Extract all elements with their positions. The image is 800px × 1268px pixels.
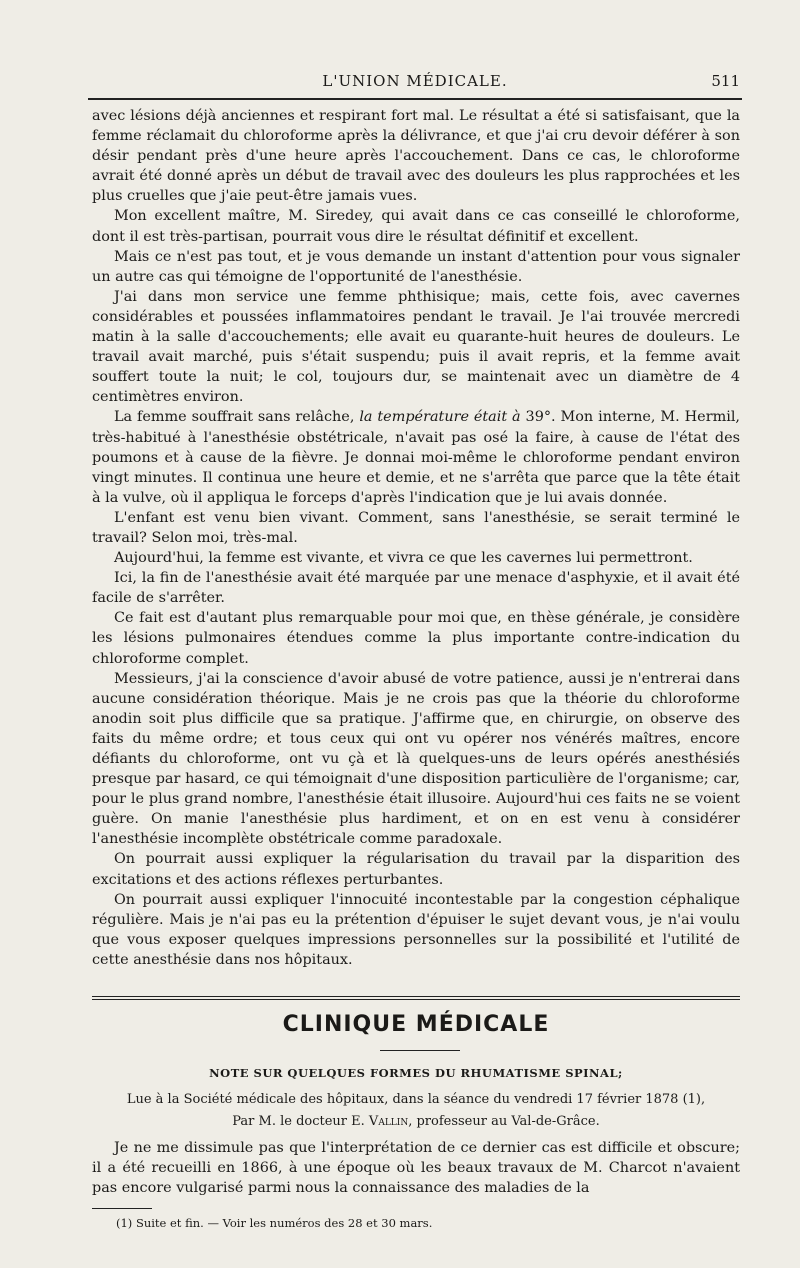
paragraph-3: Mais ce n'est pas tout, et je vous demande un instant d'attention pour vous signaler un autre cas qui témoigne de l'opportunité de l'anesthésie. bbox=[92, 248, 740, 285]
author-suffix: , professeur au Val-de-Grâce. bbox=[408, 1114, 600, 1129]
paragraph-5 bbox=[92, 407, 740, 507]
paragraph-11: On pourrait aussi expliquer la régularisation du travail par la disparition des excitations et des actions réflexes perturbantes. bbox=[92, 851, 740, 888]
running-title: L'UNION MÉDICALE. bbox=[322, 72, 508, 90]
paragraph-7: Aujourd'hui, la femme est vivante, et vivra ce que les cavernes lui permettront. bbox=[114, 550, 693, 567]
new-article-paragraph: Je ne me dissimule pas que l'interprétation de ce dernier cas est difficile et obscure; il a été recueilli en 1866, à une époque où les beaux travaux de M. Charcot n'avaient pas encore vulgarisé parmi nous la connaissance des maladies de la bbox=[92, 1140, 740, 1197]
paragraph-5-italic: la température était à bbox=[359, 409, 521, 426]
paragraph-4: J'ai dans mon service une femme phthisique; mais, cette fois, avec cavernes considérables et poussées inflammatoires pendant le travail. Je l'ai trouvée mercredi matin à la salle d'accouchements; elle avait eu quarante-huit heures de douleurs. Le travail avait marché, puis s'était suspendu; puis il avait repris, et la femme avait souffert toute la nuit; le col, toujours dur, se maintenait avec un diamètre de 4 centimètres environ. bbox=[92, 288, 740, 406]
author-line bbox=[92, 1114, 740, 1129]
author-prefix: Par M. le docteur bbox=[232, 1114, 348, 1129]
paragraph-5-start: La femme souffrait sans relâche, bbox=[114, 409, 355, 426]
paragraph-2: Mon excellent maître, M. Siredey, qui avait dans ce cas conseillé le chloroforme, dont il est très-partisan, pourrait vous dire le résultat définitif et excellent. bbox=[92, 208, 740, 245]
author-name: E. Vallin bbox=[351, 1114, 409, 1129]
paragraph-6: L'enfant est venu bien vivant. Comment, sans l'anesthésie, se serait terminé le travail? Selon moi, très-mal. bbox=[92, 509, 740, 546]
paragraph-5-end: 39°. Mon interne, M. Hermil, très-habitué à l'anesthésie obstétricale, n'avait pas osé la faire, à cause de l'état des poumons et à cause de la fièvre. Je donnai moi-même le chloroforme pendant environ vingt minutes. Il continua une heure et demie, et ne s'arrêta que parce que la tête était à la vulve, où il appliqua le forceps d'après l'indication que je lui avais donnée. bbox=[92, 409, 740, 506]
paragraph-12: On pourrait aussi expliquer l'innocuité incontestable par la congestion céphalique régulière. Mais je n'ai pas eu la prétention d'épuiser le sujet devant vous, je n'ai voulu que vous exposer quelques impressions personnelles sur la possibilité et l'utilité de cette anesthésie dans nos hôpitaux. bbox=[92, 891, 740, 968]
footnote: (1) Suite et fin. — Voir les numéros des 28 et 30 mars. bbox=[116, 1216, 433, 1230]
read-note: Lue à la Société médicale des hôpitaux, dans la séance du vendredi 17 février 1878 (1), bbox=[126, 1092, 706, 1107]
section-heading: CLINIQUE MÉDICALE bbox=[282, 1012, 550, 1037]
running-head bbox=[90, 72, 740, 94]
section-separator bbox=[92, 996, 740, 1000]
paragraph-9: Ce fait est d'autant plus remarquable pour moi que, en thèse générale, je considère les lésions pulmonaires étendues comme la plus importante contre-indication du chloroforme complet. bbox=[92, 610, 740, 667]
footnote-rule bbox=[92, 1208, 152, 1209]
heading-rule bbox=[380, 1050, 460, 1051]
paragraph-1: avec lésions déjà anciennes et respirant fort mal. Le résultat a été si satisfaisant, que la femme réclamait du chloroforme après la délivrance, et que j'ai cru devoir déférer à son désir pendant près d'une heure après l'accouchement. Dans ce cas, le chloroforme avrait été donné après un début de travail avec des douleurs les plus rapprochées et les plus cruelles que j'aie peut-être jamais vues. bbox=[92, 108, 740, 205]
paragraph-10: Messieurs, j'ai la conscience d'avoir abusé de votre patience, aussi je n'entrerai dans aucune considération théorique. Mais je ne crois pas que la théorie du chloroforme anodin soit plus difficile que sa pratique. J'affirme que, en chirurgie, on observe des faits du même ordre; et tous ceux qui ont vu opérer nos vénérés maîtres, encore défiants du chloroforme, ont vu çà et là quelques-uns de leurs opérés anesthésiés presque par hasard, ce qui témoignait d'une disposition particulière de l'organisme; car, pour le plus grand nombre, l'anesthésie était illusoire. Aujourd'hui ces faits ne se voient guère. On manie l'anesthésie plus hardiment, et on en est venu à considérer l'anesthésie incomplète obstétricale comme paradoxale. bbox=[92, 670, 740, 848]
article-title: NOTE SUR QUELQUES FORMES DU RHUMATISME SPINAL; bbox=[209, 1066, 623, 1080]
paragraph-8: Ici, la fin de l'anesthésie avait été marquée par une menace d'asphyxie, et il avait été facile de s'arrêter. bbox=[92, 570, 740, 607]
new-article-body bbox=[92, 1138, 740, 1198]
page-number: 511 bbox=[711, 72, 740, 90]
header-rule bbox=[88, 98, 742, 100]
article-continuation bbox=[92, 106, 740, 970]
